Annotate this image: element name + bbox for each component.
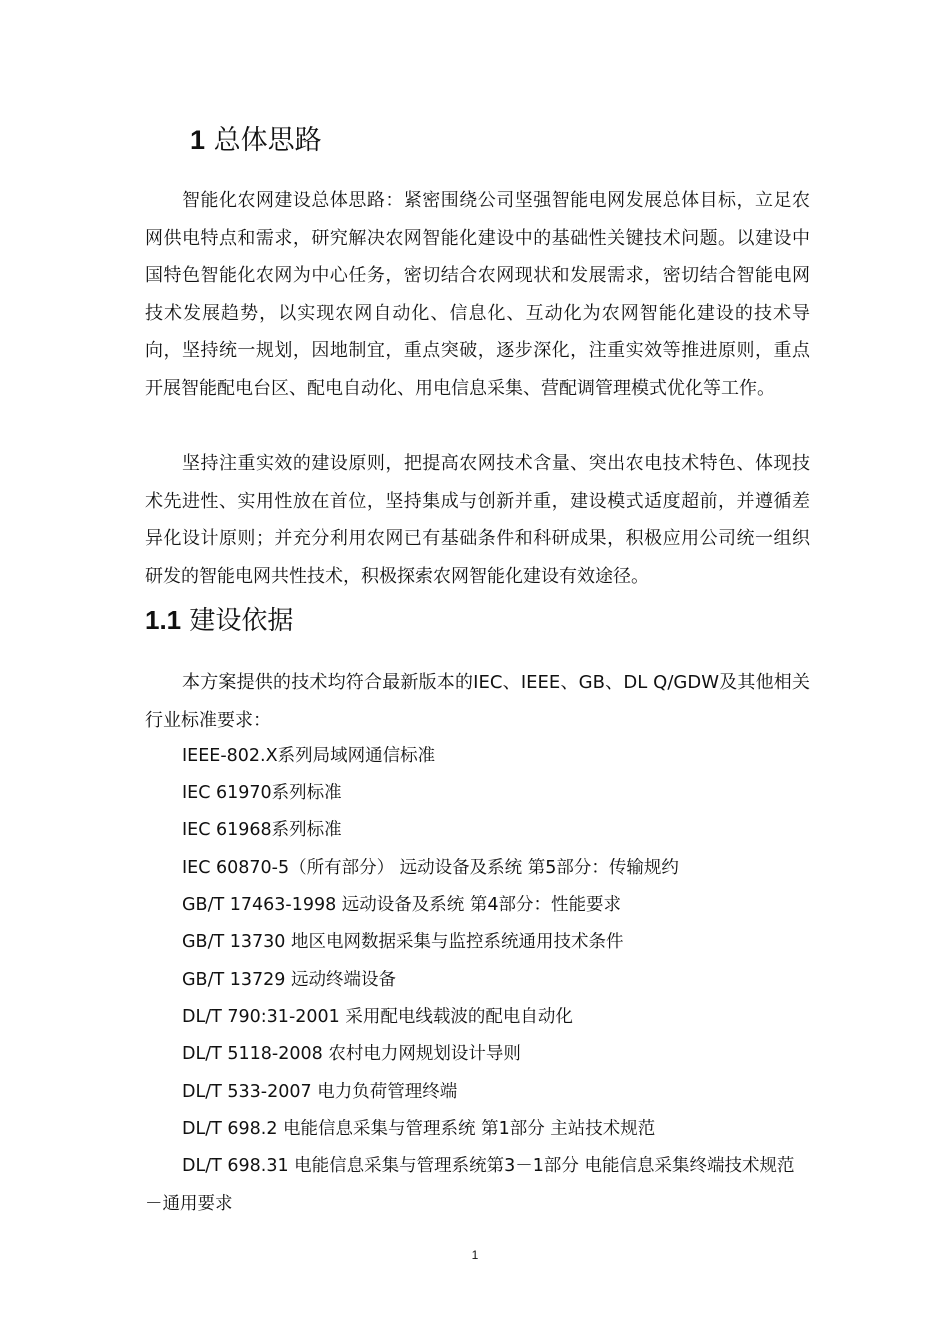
heading-1-text: 总体思路	[213, 125, 322, 156]
page-number: 1	[471, 1248, 479, 1262]
standard-item: DL/T 698.2 电能信息采集与管理系统 第1部分 主站技术规范	[182, 1119, 656, 1139]
standard-item: IEC 61968系列标准	[182, 820, 342, 840]
standard-item: DL/T 5118-2008 农村电力网规划设计导则	[182, 1044, 521, 1064]
standard-item: GB/T 13729 远动终端设备	[182, 970, 396, 990]
paragraph-basis-intro: 本方案提供的技术均符合最新版本的IEC、IEEE、GB、DL Q/GDW及其他相关行业标准要求：	[145, 672, 810, 731]
heading-2-number: 1.1	[145, 605, 182, 635]
standard-item: IEEE-802.X系列局域网通信标准	[182, 746, 436, 766]
heading-1-number: 1	[190, 125, 206, 155]
heading-2	[145, 600, 293, 641]
standard-item-last: DL/T 698.31 电能信息采集与管理系统第3－1部分 电能信息采集终端技术规范－通用要求	[145, 1156, 795, 1214]
standard-item: GB/T 13730 地区电网数据采集与监控系统通用技术条件	[182, 932, 624, 952]
standard-item: DL/T 790:31-2001 采用配电线载波的配电自动化	[182, 1007, 573, 1027]
paragraph-overall-idea: 智能化农网建设总体思路：紧密围绕公司坚强智能电网发展总体目标，立足农网供电特点和需求，研究解决农网智能化建设中的基础性关键技术问题。以建设中国特色智能化农网为中心任务，密切结合农网现状和发展需求，密切结合智能电网技术发展趋势，以实现农网自动化、信息化、互动化为农网智能化建设的技术导向，坚持统一规划，因地制宜，重点突破，逐步深化，注重实效等推进原则，重点开展智能配电台区、配电自动化、用电信息采集、营配调管理模式优化等工作。	[145, 190, 810, 399]
heading-2-text: 建设依据	[189, 606, 294, 636]
heading-1	[190, 120, 322, 161]
paragraph-principles: 坚持注重实效的建设原则，把提高农网技术含量、突出农电技术特色、体现技术先进性、实用性放在首位，坚持集成与创新并重，建设模式适度超前，并遵循差异化设计原则；并充分利用农网已有基础条件和科研成果，积极应用公司统一组织研发的智能电网共性技术，积极探索农网智能化建设有效途径。	[145, 453, 810, 587]
standard-item: IEC 61970系列标准	[182, 783, 342, 803]
standard-item: GB/T 17463-1998 远动设备及系统 第4部分：性能要求	[182, 895, 621, 915]
standard-item: IEC 60870-5（所有部分） 远动设备及系统 第5部分：传输规约	[182, 858, 679, 878]
standard-item: DL/T 533-2007 电力负荷管理终端	[182, 1082, 458, 1102]
